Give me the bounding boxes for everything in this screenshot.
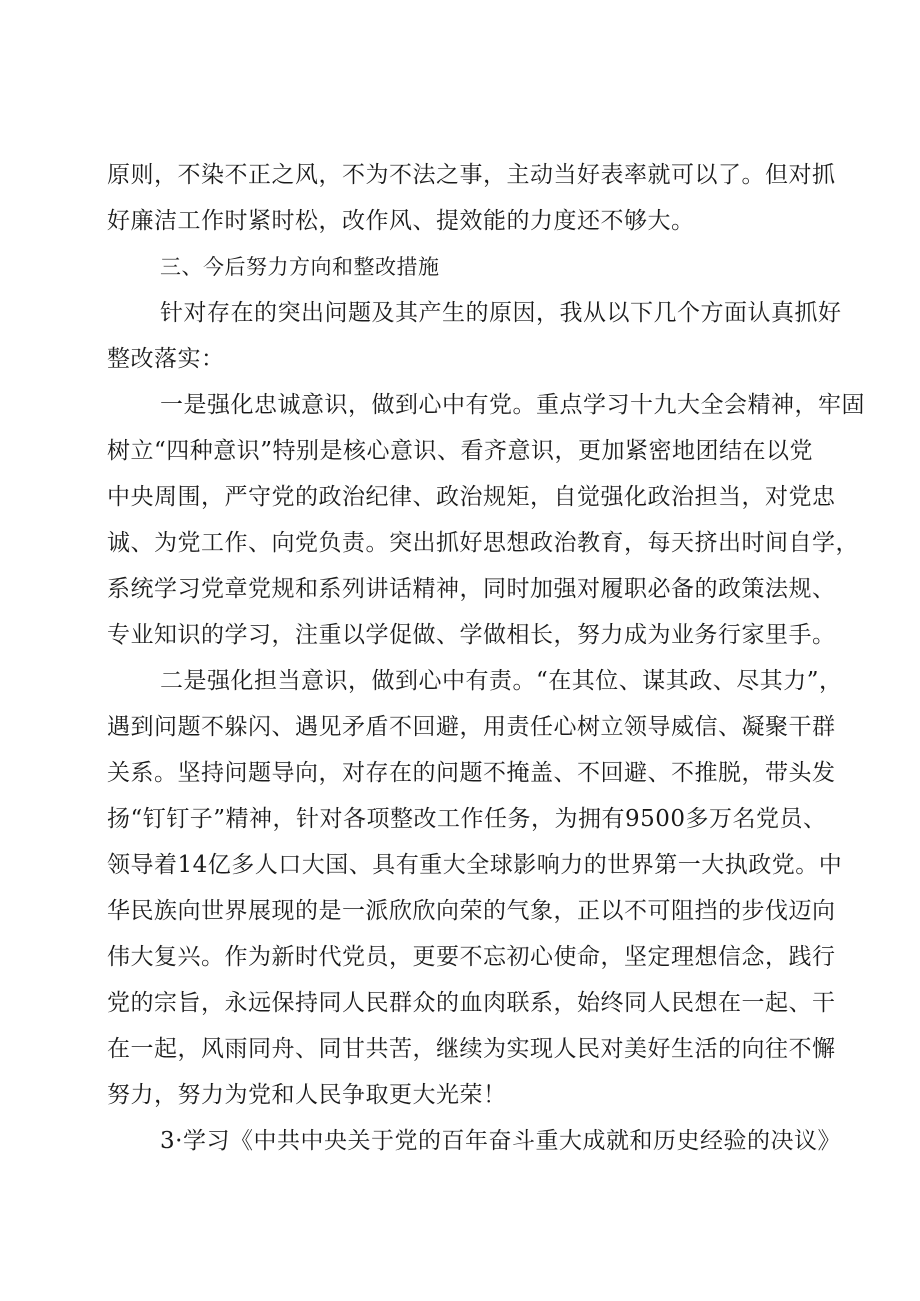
- paragraph-line: 整改落实：: [107, 346, 225, 372]
- paragraph-line: 中央周围，严守党的政治纪律、政治规矩，自觉强化政治担当，对党忠: [107, 484, 836, 510]
- section-heading: 三、今后努力方向和整改措施: [160, 255, 440, 279]
- paragraph-line: 好廉洁工作时紧时松，改作风、提效能的力度还不够大。: [107, 208, 695, 234]
- paragraph-line: 扬“钉钉子”精神，针对各项整改工作任务，为拥有9500多万名党员、: [107, 806, 827, 832]
- paragraph-line: 原则，不染不正之风，不为不法之事，主动当好表率就可以了。但对抓: [107, 162, 836, 188]
- paragraph-line: 关系。坚持问题导向，对存在的问题不掩盖、不回避、不推脱，带头发: [107, 760, 836, 786]
- paragraph-line: 系统学习党章党规和系列讲话精神，同时加强对履职必备的政策法规、: [107, 576, 836, 602]
- paragraph-line: 在一起，风雨同舟、同甘共苦，继续为实现人民对美好生活的向往不懈: [107, 1036, 836, 1062]
- paragraph-line: 针对存在的突出问题及其产生的原因，我从以下几个方面认真抓好: [160, 300, 842, 326]
- paragraph-line: 一是强化忠诚意识，做到心中有党。重点学习十九大全会精神，牢固: [160, 392, 865, 418]
- paragraph-line: 华民族向世界展现的是一派欣欣向荣的气象，正以不可阻挡的步伐迈向: [107, 898, 836, 924]
- paragraph-line: 二是强化担当意识，做到心中有责。“在其位、谋其政、尽其力”，: [160, 668, 843, 694]
- section-heading: 3·学习《中共中央关于党的百年奋斗重大成就和历史经验的决议》: [160, 1128, 841, 1154]
- paragraph-line: 专业知识的学习，注重以学促做、学做相长，努力成为业务行家里手。: [107, 622, 836, 648]
- paragraph-line: 领导着14亿多人口大国、具有重大全球影响力的世界第一大执政党。中: [107, 852, 843, 878]
- paragraph-line: 遇到问题不躲闪、遇见矛盾不回避，用责任心树立领导威信、凝聚干群: [107, 714, 836, 740]
- paragraph-line: 党的宗旨，永远保持同人民群众的血肉联系，始终同人民想在一起、干: [107, 990, 836, 1016]
- paragraph-line: 树立“四种意识”特别是核心意识、看齐意识，更加紧密地团结在以党: [107, 438, 814, 464]
- paragraph-line: 努力，努力为党和人民争取更大光荣！: [107, 1082, 507, 1108]
- paragraph-line: 伟大复兴。作为新时代党员，更要不忘初心使命，坚定理想信念，践行: [107, 944, 836, 970]
- paragraph-line: 诚、为党工作、向党负责。突出抓好思想政治教育，每天挤出时间自学，: [107, 530, 859, 556]
